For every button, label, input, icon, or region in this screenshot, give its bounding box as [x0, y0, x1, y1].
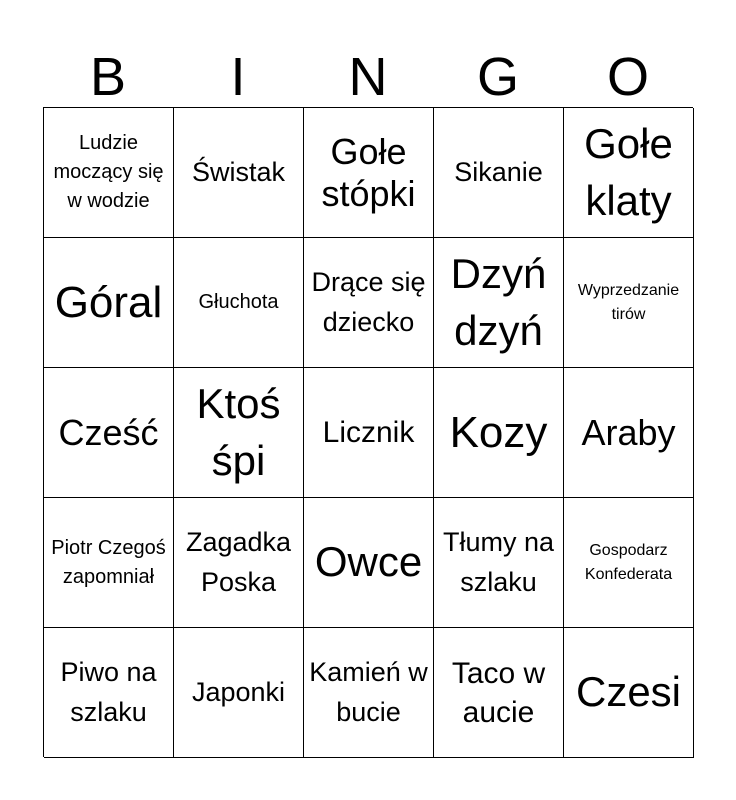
bingo-cell[interactable] — [44, 108, 174, 238]
cell-text: Owce — [314, 538, 423, 586]
cell-text: Cześć — [58, 411, 159, 453]
cell-text: Ludzie moczący się w wodzie — [53, 132, 164, 212]
cell-text: Góral — [54, 277, 163, 327]
cell-text: Gołe klaty — [584, 119, 673, 224]
bingo-cell[interactable] — [434, 108, 564, 238]
bingo-cell[interactable] — [564, 498, 694, 628]
bingo-cell[interactable] — [564, 628, 694, 758]
bingo-cell[interactable] — [174, 498, 304, 628]
header-letter-i: I — [230, 47, 246, 107]
cell-text: Tłumy na szlaku — [442, 527, 555, 597]
cell-text: Sikanie — [454, 156, 543, 187]
bingo-cell[interactable] — [174, 628, 304, 758]
bingo-cell[interactable] — [174, 108, 304, 238]
cell-text: Taco w aucie — [451, 656, 546, 729]
bingo-cell[interactable] — [304, 498, 434, 628]
cell-text: Gołe stópki — [321, 131, 416, 214]
bingo-cell[interactable] — [44, 238, 174, 368]
header-letter-n: N — [348, 47, 388, 107]
bingo-cell[interactable] — [434, 498, 564, 628]
bingo-cell[interactable] — [434, 238, 564, 368]
bingo-cell[interactable] — [304, 238, 434, 368]
bingo-cell[interactable] — [564, 108, 694, 238]
bingo-cell[interactable] — [434, 628, 564, 758]
bingo-cell[interactable] — [174, 238, 304, 368]
cell-text: Japonki — [191, 676, 286, 707]
bingo-cell[interactable] — [174, 368, 304, 498]
bingo-header — [43, 40, 693, 108]
bingo-cell[interactable] — [304, 628, 434, 758]
cell-text: Piotr Czegoś zapomniał — [51, 536, 166, 588]
bingo-board — [43, 107, 693, 757]
cell-text: Świstak — [191, 156, 286, 187]
header-letter-b: B — [89, 47, 127, 107]
cell-text: Ktoś śpi — [196, 379, 281, 484]
cell-text: Głuchota — [198, 291, 279, 313]
cell-text: Dzyń dzyń — [450, 249, 547, 354]
cell-text: Wyprzedzanie tirów — [577, 282, 680, 323]
header-letter-o: O — [606, 47, 649, 107]
header-letter-g: G — [476, 47, 519, 107]
cell-text: Czesi — [575, 668, 682, 716]
bingo-cell[interactable] — [304, 108, 434, 238]
cell-text: Licznik — [322, 416, 415, 449]
bingo-cell[interactable] — [564, 368, 694, 498]
cell-text: Gospodarz Konfederata — [584, 542, 673, 583]
cell-text: Kamień w bucie — [309, 657, 428, 727]
bingo-cell[interactable] — [304, 368, 434, 498]
bingo-cell[interactable] — [44, 368, 174, 498]
cell-text: Zagadka Poska — [185, 527, 292, 597]
cell-text: Piwo na szlaku — [60, 657, 157, 727]
bingo-cell[interactable] — [44, 628, 174, 758]
cell-text: Kozy — [449, 407, 548, 457]
cell-text: Drące się dziecko — [311, 267, 426, 337]
cell-text: Araby — [581, 411, 676, 453]
bingo-cell[interactable] — [44, 498, 174, 628]
bingo-cell[interactable] — [564, 238, 694, 368]
bingo-cell[interactable] — [434, 368, 564, 498]
